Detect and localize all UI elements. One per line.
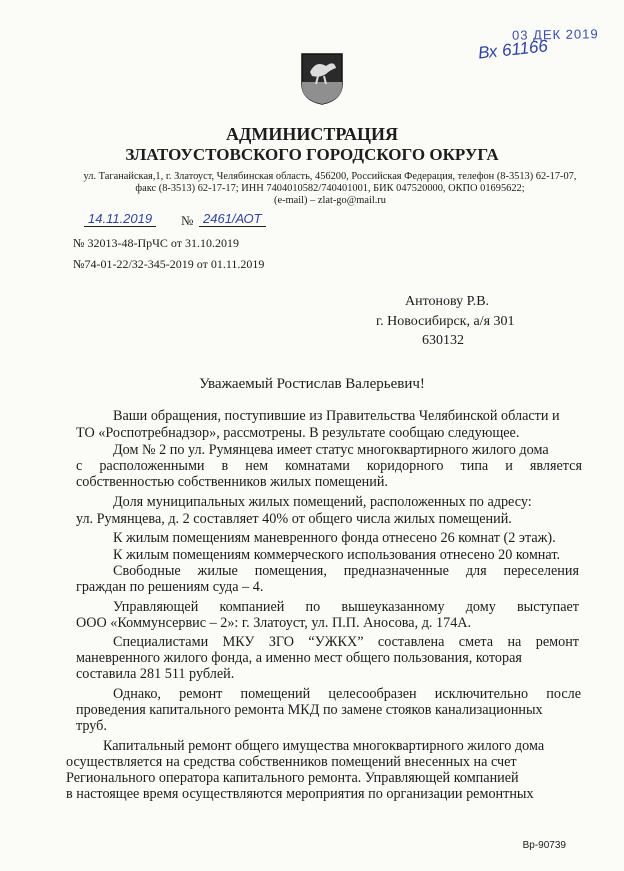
body-line: Однако, ремонт помещений целесообразен исключительно после (113, 686, 581, 702)
registration-number-handwritten: Вх 61166 (477, 36, 549, 63)
recipient-name: Антонову Р.В. (405, 294, 490, 309)
body-line: маневренного жилого фонда, а именно мест общего пользования, которая (76, 650, 522, 666)
organization-title: АДМИНИСТРАЦИЯ (225, 124, 399, 144)
body-line: К жилым помещениям маневренного фонда отнесено 26 комнат (2 этаж). (113, 530, 556, 546)
body-line: Специалистами МКУ ЗГО “УЖКХ” составлена смета на ремонт (113, 634, 579, 650)
number-sign: № (181, 213, 194, 228)
outgoing-date: 14.11.2019 (84, 211, 156, 227)
footer-code: Вр-90739 (522, 840, 566, 851)
reference-2: №74-01-22/32-345-2019 от 01.11.2019 (73, 257, 265, 271)
body-line: Дом № 2 по ул. Румянцева имеет статус многоквартирного жилого дома (113, 442, 549, 458)
recipient-address: г. Новосибирск, а/я 301 (376, 314, 515, 329)
greeting: Уважаемый Ростислав Валерьевич! (199, 376, 425, 392)
reference-1: № 32013-48-ПрЧС от 31.10.2019 (73, 236, 239, 250)
body-line: с расположенными в нем комнатами коридорного типа и является (76, 458, 582, 474)
body-line: граждан по решениям суда – 4. (76, 579, 264, 595)
body-line: Капитальный ремонт общего имущества многоквартирного жилого дома (103, 738, 545, 754)
coat-of-arms-icon (296, 50, 348, 106)
received-date-stamp: 03 ДЕК 2019 (511, 26, 599, 43)
address-line: ул. Таганайская,1, г. Златоуст, Челябинская область, 456200, Российская Федерация, телефон (8-3513) 62-17-07, (83, 171, 577, 182)
email-line: (e-mail) – zlat-go@mail.ru (274, 195, 386, 206)
body-line: осуществляется на средства собственников помещений внесенных на счет (66, 754, 517, 770)
body-line: К жилым помещениям коммерческого использования отнесено 20 комнат. (113, 547, 561, 563)
body-line: Ваши обращения, поступившие из Правительства Челябинской области и (113, 408, 560, 424)
body-line: составила 281 511 рублей. (76, 666, 235, 682)
body-line: Управляющей компанией по вышеуказанному дому выступает (113, 599, 579, 615)
outgoing-number: 2461/АОТ (199, 211, 266, 227)
organization-subtitle: ЗЛАТОУСТОВСКОГО ГОРОДСКОГО ОКРУГА (125, 145, 499, 164)
requisites-line: факс (8-3513) 62-17-17; ИНН 7404010582/740401001, БИК 047520000, ОКПО 01695622; (135, 183, 525, 194)
body-line: проведения капитального ремонта МКД по замене стояков канализационных (76, 702, 543, 718)
body-line: в настоящее время осуществляются мероприятия по организации ремонтных (66, 786, 534, 802)
body-line: ТО «Роспотребнадзор», рассмотрены. В результате сообщаю следующее. (76, 425, 520, 441)
body-line: ул. Румянцева, д. 2 составляет 40% от общего числа жилых помещений. (76, 511, 512, 527)
body-line: ООО «Коммунсервис – 2»: г. Златоуст, ул. П.П. Аносова, д. 174А. (76, 615, 472, 631)
body-line: Свободные жилые помещения, предназначенные для переселения (113, 563, 579, 579)
organization-address (70, 171, 590, 207)
body-line: Доля муниципальных жилых помещений, расположенных по адресу: (113, 494, 532, 510)
body-line: Регионального оператора капитального ремонта. Управляющей компанией (66, 770, 519, 786)
body-line: труб. (76, 718, 107, 734)
body-line: собственностью собственников жилых помещений. (76, 474, 388, 490)
recipient-zip: 630132 (422, 333, 464, 348)
